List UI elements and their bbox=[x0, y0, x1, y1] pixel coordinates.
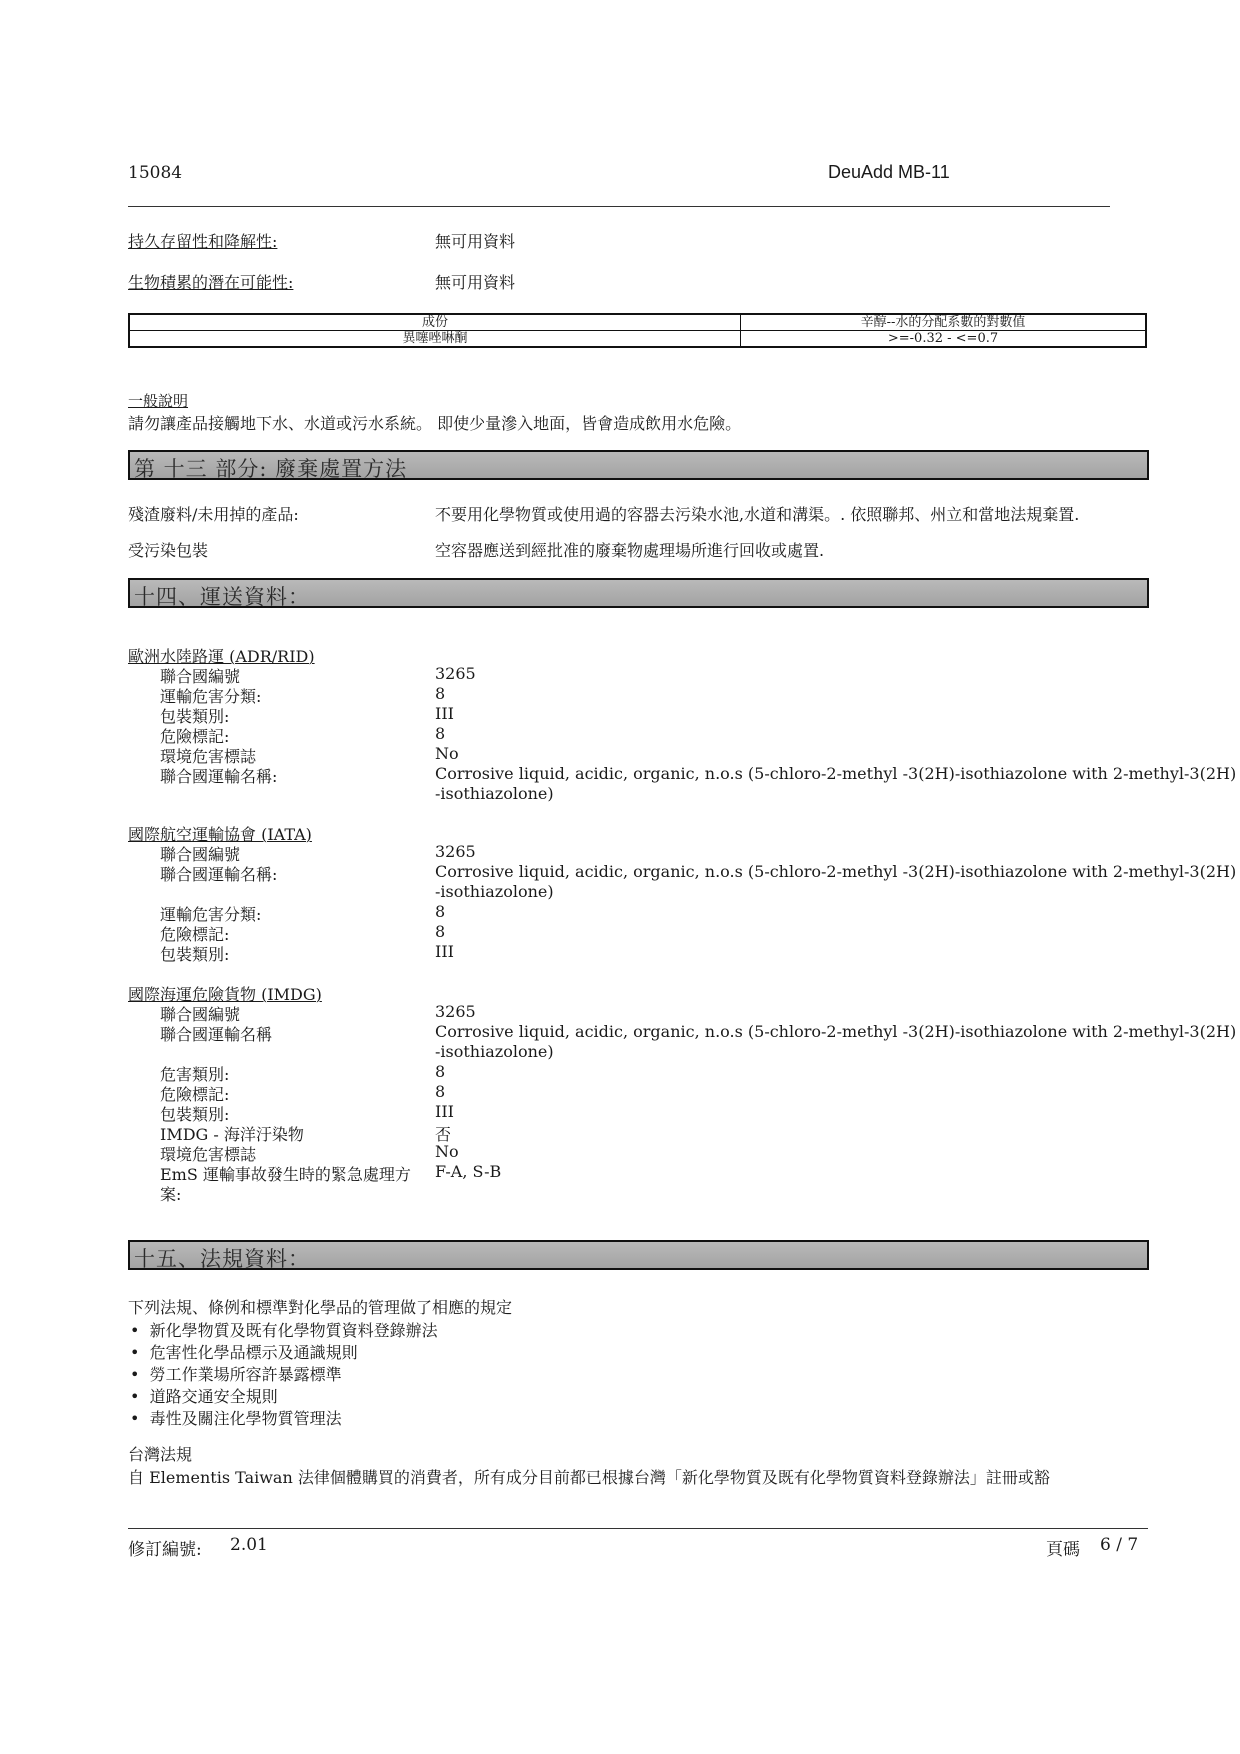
imdg-marine-pollutant-label: IMDG - 海洋汙染物 bbox=[160, 1125, 304, 1144]
adr-un-number-label: 聯合國編號 bbox=[160, 667, 241, 686]
list-item: • 新化學物質及既有化學物質資料登錄辦法 bbox=[130, 1321, 438, 1340]
adr-shipping-name-value-cont: -isothiazolone) bbox=[435, 784, 554, 803]
imdg-hazard-label-label: 危險標記: bbox=[160, 1085, 230, 1104]
packaging-label: 受污染包裝 bbox=[128, 541, 209, 560]
log-pow-table bbox=[128, 313, 1147, 348]
iata-un-number-label: 聯合國編號 bbox=[160, 845, 241, 864]
list-item: • 勞工作業場所容許暴露標準 bbox=[130, 1365, 342, 1384]
imdg-title: 國際海運危險貨物 (IMDG) bbox=[128, 985, 322, 1004]
packaging-value: 空容器應送到經批准的廢棄物處理場所進行回收或處置. bbox=[435, 541, 825, 560]
section13-title: 第 十三 部分: 廢棄處置方法 bbox=[134, 457, 408, 481]
header-rule bbox=[128, 206, 1110, 207]
product-name: DeuAdd MB-11 bbox=[828, 162, 950, 182]
iata-shipping-name-value-cont: -isothiazolone) bbox=[435, 882, 554, 901]
page-label: 頁碼 bbox=[1046, 1540, 1080, 1560]
imdg-packing-group-label: 包裝類別: bbox=[160, 1105, 230, 1124]
imdg-ems-label: EmS 運輸事故發生時的緊急處理方 bbox=[160, 1165, 411, 1184]
adr-hazard-class-value: 8 bbox=[435, 684, 446, 703]
adr-hazard-label-label: 危險標記: bbox=[160, 727, 230, 746]
persistence-label: 持久存留性和降解性: bbox=[128, 232, 278, 251]
bioaccum-label: 生物積累的潛在可能性: bbox=[128, 273, 294, 292]
imdg-env-hazard-label: 環境危害標誌 bbox=[160, 1145, 257, 1164]
section15-title: 十五、法規資料： bbox=[134, 1247, 310, 1271]
imdg-hazard-class-label: 危害類別: bbox=[160, 1065, 230, 1084]
adr-hazard-label-value: 8 bbox=[435, 724, 446, 743]
section15-bar bbox=[128, 1240, 1149, 1270]
adr-un-number-value: 3265 bbox=[435, 664, 476, 683]
adr-env-hazard-value: No bbox=[435, 744, 459, 763]
iata-shipping-name-label: 聯合國運輸名稱: bbox=[160, 865, 278, 884]
section13-bar bbox=[128, 450, 1149, 480]
imdg-hazard-label-value: 8 bbox=[435, 1082, 446, 1101]
adr-shipping-name-label: 聯合國運輸名稱: bbox=[160, 767, 278, 786]
list-item: • 危害性化學品標示及通識規則 bbox=[130, 1343, 358, 1362]
table-cell-log-pow: >=-0.32 - <=0.7 bbox=[741, 331, 1147, 348]
section14-bar bbox=[128, 578, 1149, 608]
adr-env-hazard-label: 環境危害標誌 bbox=[160, 747, 257, 766]
list-item: • 毒性及關注化學物質管理法 bbox=[130, 1409, 342, 1428]
persistence-value: 無可用資料 bbox=[435, 232, 516, 251]
iata-hazard-label-label: 危險標記: bbox=[160, 925, 230, 944]
iata-title: 國際航空運輸協會 (IATA) bbox=[128, 825, 312, 844]
adr-title: 歐洲水陸路運 (ADR/RID) bbox=[128, 647, 315, 666]
taiwan-text: 自 Elementis Taiwan 法律個體購買的消費者，所有成分目前都已根據台灣「新化學物質及既有化學物質資料登錄辦法」註冊或豁 bbox=[128, 1468, 1050, 1487]
page-number: 6 / 7 bbox=[1100, 1535, 1139, 1555]
imdg-packing-group-value: III bbox=[435, 1102, 454, 1121]
iata-shipping-name-value: Corrosive liquid, acidic, organic, n.o.s (5-chloro-2-methyl -3(2H)-isothiazolone with 2-methyl-3(2H) bbox=[435, 862, 1237, 881]
iata-hazard-class-label: 運輸危害分類: bbox=[160, 905, 262, 924]
imdg-shipping-name-label: 聯合國運輸名稱 bbox=[160, 1025, 273, 1044]
iata-hazard-label-value: 8 bbox=[435, 922, 446, 941]
regulations-intro: 下列法規、條例和標準對化學品的管理做了相應的規定 bbox=[128, 1298, 513, 1317]
imdg-shipping-name-value: Corrosive liquid, acidic, organic, n.o.s (5-chloro-2-methyl -3(2H)-isothiazolone with 2-methyl-3(2H) bbox=[435, 1022, 1237, 1041]
residue-value: 不要用化學物質或使用過的容器去污染水池,水道和溝渠。. 依照聯邦、州立和當地法規棄置. bbox=[435, 505, 1080, 524]
general-title: 一般說明 bbox=[128, 392, 189, 410]
revision-label: 修訂編號: bbox=[128, 1540, 202, 1560]
imdg-ems-label-cont: 案: bbox=[160, 1185, 182, 1204]
table-header-log-pow: 辛醇--水的分配系數的對數值 bbox=[741, 314, 1147, 331]
taiwan-title: 台灣法規 bbox=[128, 1445, 193, 1464]
adr-shipping-name-value: Corrosive liquid, acidic, organic, n.o.s (5-chloro-2-methyl -3(2H)-isothiazolone with 2-methyl-3(2H) bbox=[435, 764, 1237, 783]
list-item: • 道路交通安全規則 bbox=[130, 1387, 278, 1406]
imdg-shipping-name-value-cont: -isothiazolone) bbox=[435, 1042, 554, 1061]
imdg-un-number-value: 3265 bbox=[435, 1002, 476, 1021]
table-header-ingredient: 成份 bbox=[129, 314, 741, 331]
iata-hazard-class-value: 8 bbox=[435, 902, 446, 921]
iata-packing-group-value: III bbox=[435, 942, 454, 961]
imdg-un-number-label: 聯合國編號 bbox=[160, 1005, 241, 1024]
imdg-env-hazard-value: No bbox=[435, 1142, 459, 1161]
footer-rule bbox=[128, 1528, 1148, 1529]
bioaccum-value: 無可用資料 bbox=[435, 273, 516, 292]
doc-number: 15084 bbox=[128, 163, 183, 183]
imdg-ems-value: F-A, S-B bbox=[435, 1162, 502, 1181]
general-text: 請勿讓產品接觸地下水、水道或污水系統。 即使少量滲入地面，皆會造成飲用水危險。 bbox=[128, 414, 742, 433]
iata-packing-group-label: 包裝類別: bbox=[160, 945, 230, 964]
adr-packing-group-value: III bbox=[435, 704, 454, 723]
table-cell-ingredient: 異噻唑啉酮 bbox=[129, 331, 741, 348]
imdg-hazard-class-value: 8 bbox=[435, 1062, 446, 1081]
section14-title: 十四、運送資料： bbox=[134, 585, 310, 609]
iata-un-number-value: 3265 bbox=[435, 842, 476, 861]
revision-value: 2.01 bbox=[230, 1535, 268, 1555]
adr-packing-group-label: 包裝類別: bbox=[160, 707, 230, 726]
table-row bbox=[129, 331, 1146, 348]
imdg-marine-pollutant-value: 否 bbox=[435, 1125, 452, 1144]
residue-label: 殘渣廢料/未用掉的產品: bbox=[128, 505, 299, 524]
adr-hazard-class-label: 運輸危害分類: bbox=[160, 687, 262, 706]
